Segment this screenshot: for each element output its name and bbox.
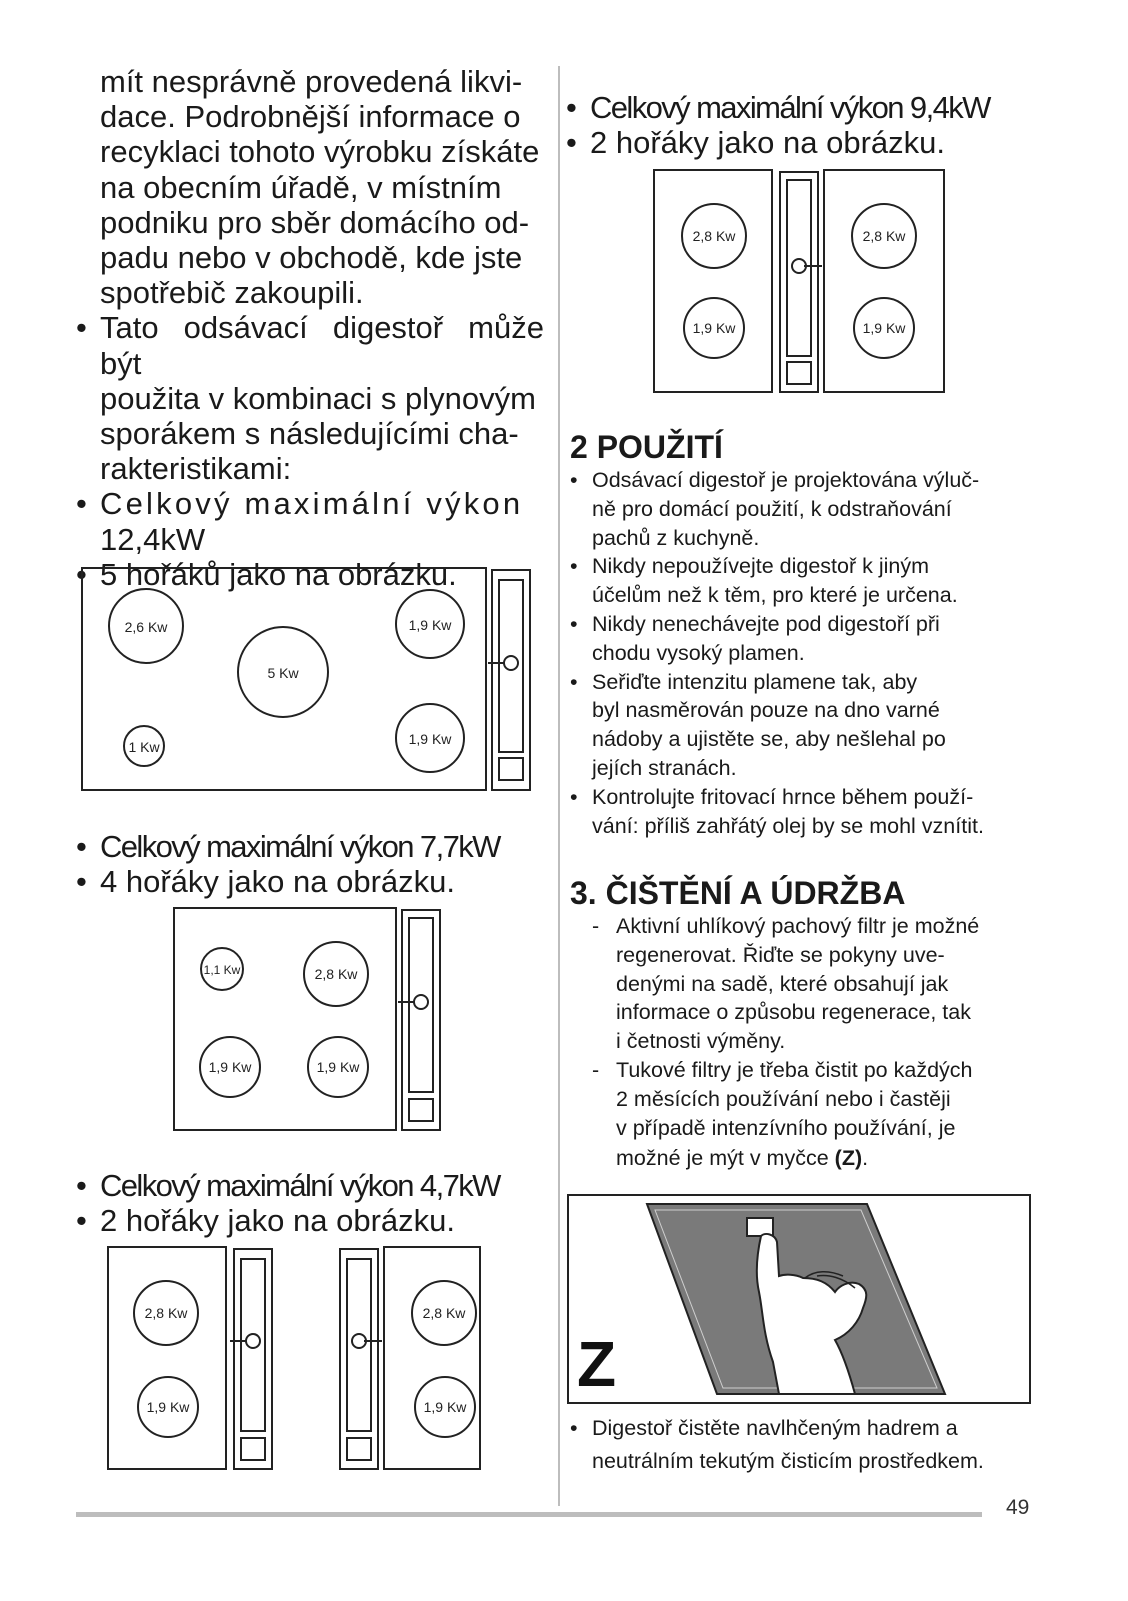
text-line: nádoby a ujistěte se, aby nešlehal po: [592, 727, 946, 752]
burner-label: 1,9 Kw: [862, 320, 906, 336]
page-number: 49: [1006, 1496, 1030, 1519]
text-line: na obecním úřadě, v místním: [100, 169, 502, 205]
hood-outline: [402, 910, 440, 1130]
bullet-2-burners-right: [566, 125, 1036, 160]
text-line: • Digestoř čistěte navlhčeným hadrem a: [592, 1416, 958, 1440]
hob-2-burners-figure: [106, 1245, 482, 1471]
text-line: • Celkový maximální výkon 4,7kW: [100, 1168, 500, 1203]
burner-label: 2,8 Kw: [422, 1305, 466, 1321]
burner-label: 1,9 Kw: [146, 1399, 190, 1415]
figure-label-z: Z: [577, 1328, 617, 1400]
text-span: .: [862, 1146, 869, 1171]
text-line: byl nasměrován pouze na dno varné: [592, 698, 940, 723]
text-line: sporákem s následujícími cha-: [100, 416, 519, 452]
text-line: podniku pro sběr domácího od-: [100, 204, 530, 240]
text-line: neutrálním tekutým čisticím prostředkem.: [592, 1448, 984, 1473]
text-line: • Tato odsávací digestoř může být: [100, 310, 544, 381]
text-line: • Nikdy nenechávejte pod digestoří při: [592, 611, 940, 636]
text-line: regenerovat. Řiďte se pokyny uve-: [616, 942, 945, 967]
bullet-2-burners: [76, 1203, 544, 1238]
hood-filter: [499, 580, 523, 752]
burner-label: 1,9 Kw: [208, 1059, 252, 1075]
text-line: 2 měsících používání nebo i častěji: [616, 1086, 951, 1111]
burner-label: 1,9 Kw: [316, 1059, 360, 1075]
hood-grille: [409, 1099, 433, 1121]
text-line: informace o způsobu regenerace, tak: [616, 1000, 971, 1025]
hood-grille: [787, 362, 811, 384]
hood-outline: [234, 1249, 272, 1469]
text-line: • Celkový maximální výkon 9,4kW: [590, 90, 990, 125]
hood-filter: [347, 1259, 371, 1431]
hob-5-burners-figure: [80, 566, 534, 792]
burner-label: 2,8 Kw: [692, 228, 736, 244]
hood-knob: [504, 656, 518, 670]
text-line: použita v kombinaci s plynovým: [100, 380, 536, 416]
text-line: rakteristikami:: [100, 451, 292, 487]
bullet-power-12: [76, 486, 544, 556]
hood-grille: [499, 758, 523, 780]
section-2-bullet: [570, 668, 1032, 783]
text-line: denými na sadě, které obsahují jak: [616, 971, 949, 996]
text-line: • Celkový maximální výkon: [100, 486, 524, 522]
hood-knob: [414, 995, 428, 1009]
text-line: • Celkový maximální výkon 7,7kW: [100, 829, 500, 864]
text-line: mít nesprávně provedená likvi-: [100, 64, 523, 99]
text-line: • 2 hořáky jako na obrázku.: [100, 1203, 455, 1239]
hob-4-burners-figure: [172, 906, 442, 1132]
text-line: • Seřiďte intenzitu plamene tak, aby: [592, 669, 918, 694]
hood-grille: [347, 1438, 371, 1460]
burner-label: 2,8 Kw: [314, 966, 358, 982]
hob-2-burners-figure-right: [652, 168, 946, 394]
burner-label: 2,6 Kw: [124, 619, 168, 635]
section-2-bullet: [570, 610, 1032, 668]
burner-label: 1,1 Kw: [203, 963, 241, 977]
section-2-bullet: [570, 466, 1032, 552]
hood-outline: [780, 172, 818, 392]
hob-outline: [384, 1247, 480, 1469]
text-line: - Tukové filtry je třeba čistit po každých: [616, 1057, 973, 1082]
bullets-4kw: [76, 1168, 544, 1238]
text-line: spotřebič zakoupili.: [100, 275, 364, 311]
section-3-heading: 3. ČIŠTĚNÍ A ÚDRŽBA: [570, 875, 906, 911]
hob-outline: [174, 908, 396, 1130]
text-line: - Aktivní uhlíkový pachový filtr je možné: [616, 914, 980, 938]
hood-filter: [409, 918, 433, 1092]
hood-knob: [246, 1334, 260, 1348]
burner-label: 1,9 Kw: [408, 731, 452, 747]
footer-bar: [76, 1512, 982, 1517]
text-line: pachů z kuchyně.: [592, 525, 760, 550]
section-3: [570, 874, 1032, 1173]
hood-grille: [241, 1438, 265, 1460]
bullet-power-77: [76, 829, 544, 864]
text-line: • Nikdy nepoužívejte digestoř k jiným: [592, 554, 929, 579]
text-line: v případě intenzívního používání, je: [616, 1115, 956, 1140]
section-2-heading: 2 POUŽITÍ: [570, 429, 723, 465]
text-line: vání: příliš zahřátý olej by se mohl vznítit.: [592, 813, 984, 838]
text-line: ně pro domácí použití, k odstraňování: [592, 496, 952, 521]
filter-cleaning-figure: [567, 1194, 1031, 1404]
final-bullet: [570, 1414, 1032, 1476]
burner-label: 1,9 Kw: [408, 617, 452, 633]
text-line: i četnosti výměny.: [616, 1029, 786, 1054]
final-bullet-item: [570, 1414, 1032, 1476]
text-line: • 5 hořáků jako na obrázku.: [100, 556, 457, 592]
text-line: recyklaci tohoto výrobku získáte: [100, 134, 540, 170]
bullet-4-burners: [76, 864, 544, 899]
text-line: [616, 1144, 1032, 1173]
bullets-7kw: [76, 829, 544, 899]
text-line: • 2 hořáky jako na obrázku.: [590, 125, 945, 161]
hood-knob: [792, 259, 806, 273]
section-2-bullet: [570, 552, 1032, 610]
bullet-power-94: [566, 90, 1036, 125]
text-span: možné je mýt v myčce: [616, 1146, 829, 1171]
burner-label: 1,9 Kw: [423, 1399, 467, 1415]
figure-ref: (Z): [834, 1146, 863, 1171]
left-column: [76, 64, 544, 592]
burner-label: 1,9 Kw: [692, 320, 736, 336]
hood-outline: [340, 1249, 378, 1469]
text-line: padu nebo v obchodě, kde jste: [100, 240, 523, 276]
hood-filter: [787, 180, 811, 356]
section-3-item: [570, 1056, 1032, 1173]
hood-knob: [352, 1334, 366, 1348]
text-line: účelům než k těm, pro které je určena.: [592, 583, 958, 608]
text-line: • 4 hořáky jako na obrázku.: [100, 864, 455, 900]
burner-label: 5 Kw: [267, 665, 299, 681]
hood-filter: [241, 1259, 265, 1431]
bullet-power-47: [76, 1168, 544, 1203]
bullet-combination: [76, 310, 544, 486]
section-2: [570, 428, 1032, 840]
right-top-bullets: [566, 90, 1036, 160]
text-line: 12,4kW: [100, 521, 206, 557]
intro-paragraph: [76, 64, 544, 310]
section-2-bullet: [570, 783, 1032, 841]
section-3-item: [570, 912, 1032, 1056]
text-line: dace. Podrobnější informace o: [100, 99, 521, 135]
text-line: • Kontrolujte fritovací hrnce během použí-: [592, 784, 974, 809]
text-line: • Odsávací digestoř je projektována výluč-: [592, 468, 980, 492]
text-line: chodu vysoký plamen.: [592, 640, 805, 665]
burner-label: 1 Kw: [128, 739, 160, 755]
text-line: jejích stranách.: [592, 755, 737, 780]
burner-label: 2,8 Kw: [144, 1305, 188, 1321]
column-divider: [558, 66, 560, 1506]
burner-label: 2,8 Kw: [862, 228, 906, 244]
